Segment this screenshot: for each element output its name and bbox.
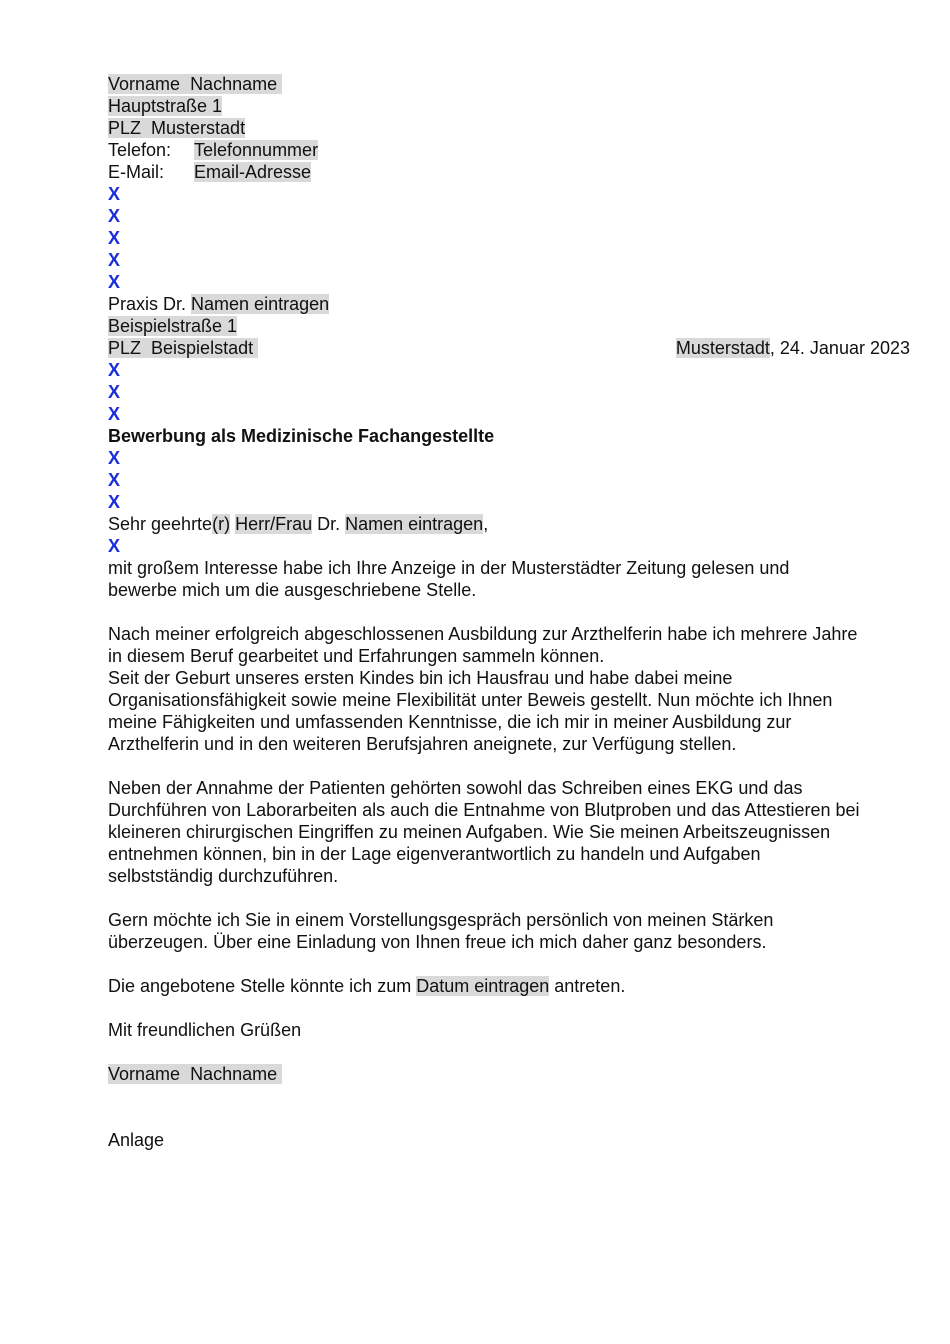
placeholder-marker: X <box>108 360 121 380</box>
body-line: Nach meiner erfolgreich abgeschlossenen Ausbildung zur Arzthelferin habe ich mehrere Jahre <box>108 624 858 644</box>
recipient-street <box>108 315 237 337</box>
placeholder-marker: X <box>108 228 121 248</box>
body-line: Gern möchte ich Sie in einem Vorstellungsgespräch persönlich von meinen Stärken <box>108 910 774 930</box>
sender-street <box>108 95 222 117</box>
salutation: Sehr geehrte(r) Herr/Frau Dr. Namen eintragen, <box>108 514 489 534</box>
placeholder-marker: X <box>108 404 121 424</box>
salutation-name-field[interactable]: Namen eintragen <box>345 514 484 534</box>
sender-city-line <box>108 117 245 139</box>
attachment-label: Anlage <box>108 1130 165 1150</box>
signature-first-name-field[interactable]: Vorname <box>108 1064 181 1084</box>
placeholder-marker: X <box>108 382 121 402</box>
phone-field[interactable]: Telefonnummer <box>194 140 319 160</box>
placeholder-marker: X <box>108 184 121 204</box>
body-line: in diesem Beruf gearbeitet und Erfahrungen sammeln können. <box>108 646 605 666</box>
letter-subject: Bewerbung als Medizinische Fachangestellte <box>108 426 495 446</box>
recipient-plz-field[interactable]: PLZ <box>108 338 142 358</box>
sender-plz-field[interactable]: PLZ <box>108 118 142 138</box>
body-line: Organisationsfähigkeit sowie meine Flexibilität unter Beweis gestellt. Nun möchte ich Ihnen <box>108 690 833 710</box>
placeholder-marker: X <box>108 206 121 226</box>
sender-name <box>108 73 282 95</box>
sender-last-name-field[interactable]: Nachname <box>190 74 278 94</box>
letter-date: Musterstadt, 24. Januar 2023 <box>675 338 910 358</box>
placeholder-marker: X <box>108 448 121 468</box>
salutation-suffix-field[interactable]: (r) <box>212 514 231 534</box>
body-line: Arzthelferin und in den weiteren Berufsjahren aneignete, zur Verfügung stellen. <box>108 734 737 754</box>
body-line: Neben der Annahme der Patienten gehörten sowohl das Schreiben eines EKG und das <box>108 778 803 798</box>
placeholder-marker: X <box>108 470 121 490</box>
body-line: überzeugen. Über eine Einladung von Ihnen freue ich mich daher ganz besonders. <box>108 932 767 952</box>
salutation-title-field[interactable]: Herr/Frau <box>235 514 313 534</box>
closing: Mit freundlichen Grüßen <box>108 1020 302 1040</box>
placeholder-marker: X <box>108 492 121 512</box>
sender-email-line <box>108 161 311 183</box>
sender-first-name-field[interactable]: Vorname <box>108 74 181 94</box>
recipient-name-field[interactable]: Namen eintragen <box>191 294 330 314</box>
recipient-city-line <box>108 337 258 359</box>
body-line: Seit der Geburt unseres ersten Kindes bin ich Hausfrau und habe dabei meine <box>108 668 733 688</box>
body-line: kleineren chirurgischen Eingriffen zu meinen Aufgaben. Wie Sie meinen Arbeitszeugnissen <box>108 822 831 842</box>
placeholder-marker: X <box>108 272 121 292</box>
placeholder-marker: X <box>108 250 121 270</box>
placeholder-marker: X <box>108 536 121 556</box>
email-field[interactable]: Email-Adresse <box>194 162 312 182</box>
body-line: Durchführen von Laborarbeiten als auch die Entnahme von Blutproben und das Attestieren bei <box>108 800 860 820</box>
email-label: E-Mail: <box>108 162 165 182</box>
body-line: entnehmen können, bin in der Lage eigenverantwortlich zu handeln und Aufgaben <box>108 844 761 864</box>
body-line: mit großem Interesse habe ich Ihre Anzeige in der Musterstädter Zeitung gelesen und <box>108 558 790 578</box>
body-line-start-date: Die angebotene Stelle könnte ich zum Datum eintragen antreten. <box>108 976 626 996</box>
body-line: selbstständig durchzuführen. <box>108 866 339 886</box>
sender-city-field[interactable]: Musterstadt <box>151 118 246 138</box>
sender-street-field[interactable]: Hauptstraße 1 <box>108 96 223 116</box>
body-line: meine Fähigkeiten und umfassenden Kenntnisse, die ich mir in meiner Ausbildung zur <box>108 712 792 732</box>
recipient-city-field[interactable]: Beispielstadt <box>151 338 254 358</box>
recipient-practice: Praxis Dr. Namen eintragen <box>108 294 330 314</box>
sender-phone-line <box>108 139 318 161</box>
recipient-street-field[interactable]: Beispielstraße 1 <box>108 316 238 336</box>
date-city-field[interactable]: Musterstadt <box>675 338 770 358</box>
body-line: bewerbe mich um die ausgeschriebene Stelle. <box>108 580 477 600</box>
signature-last-name-field[interactable]: Nachname <box>190 1064 278 1084</box>
start-date-field[interactable]: Datum eintragen <box>416 976 550 996</box>
signature-name <box>108 1063 282 1085</box>
phone-label: Telefon: <box>108 140 172 160</box>
